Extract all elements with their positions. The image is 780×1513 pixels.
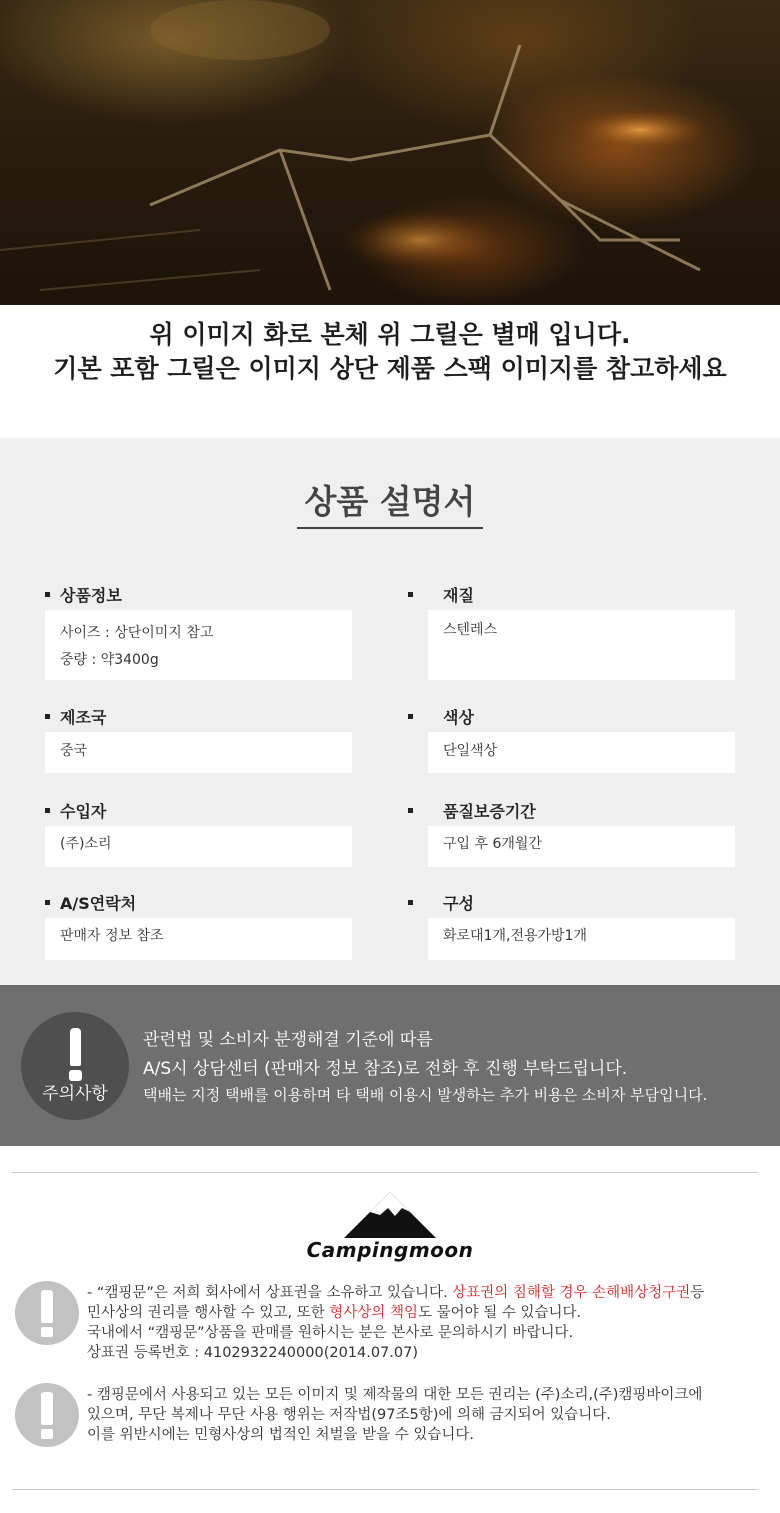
exclamation-bar [41,1392,53,1425]
spec-value-warranty: 구입 후 6개월간 [428,826,735,867]
bullet-icon [408,714,413,719]
exclamation-icon [70,1028,81,1066]
spec-value-origin: 중국 [45,732,352,773]
spec-label-warranty: 품질보증기간 [408,799,536,822]
bullet-icon [408,592,413,597]
spec-label-as-contact: A/S연락처 [45,891,136,914]
caution-line-2: A/S시 상담센터 (판매자 정보 참조)로 전화 후 진행 부탁드립니다. [143,1059,628,1079]
bullet-icon [45,592,50,597]
trademark-notice [87,1283,704,1363]
spec-value-as-contact: 판매자 정보 참조 [45,918,352,960]
campingmoon-mountain-logo-icon [340,1190,440,1240]
caution-badge-label: 주의사항 [42,1084,108,1104]
trademark-line-2: 민사상의 권리를 행사할 수 있고, 또한 형사상의 책임도 물어야 될 수 있습니다. [87,1305,582,1321]
spec-value-importer: (주)소리 [45,826,352,867]
copyright-notice [87,1385,702,1445]
copyright-line-2: 있으며, 무단 복제나 무단 사용 행위는 저작법(97조5항)에 의해 금지되어 있습니다. [87,1407,611,1423]
notice-exclamation-icon [15,1281,79,1345]
caution-line-3: 택배는 지정 택배를 이용하며 타 택배 이용시 발생하는 추가 비용은 소비자 부담입니다. [143,1086,708,1104]
caution-badge [21,1012,129,1120]
spec-value-components: 화로대1개,전용가방1개 [428,918,735,960]
exclamation-dot [41,1327,53,1337]
bullet-icon [408,900,413,905]
spec-label-color: 색상 [408,705,474,728]
spec-value-color: 단일색상 [428,732,735,773]
bullet-icon [408,808,413,813]
divider [12,1172,758,1173]
bullet-icon [45,808,50,813]
spec-label-importer: 수입자 [45,799,106,822]
hero-photo-art [0,0,780,305]
campingmoon-logo-text: Campingmoon [306,1238,474,1262]
spec-label-origin: 제조국 [45,705,106,728]
spec-title: 상품 설명서 [0,476,780,523]
spec-label-material: 재질 [408,583,474,606]
trademark-line-1: - “캠핑문”은 저희 회사에서 상표권을 소유하고 있습니다. 상표권의 침해할 경우 손해배상청구권등 [87,1285,705,1301]
copyright-line-3: 이를 위반시에는 민형사상의 법적인 처벌을 받을 수 있습니다. [87,1427,475,1443]
notice [0,318,780,386]
notice-line-1: 위 이미지 화로 본체 위 그릴은 별매 입니다. [149,320,631,349]
spec-value-product-info: 사이즈 : 상단이미지 참고 중량 : 약3400g [45,610,352,680]
spec-value-material: 스텐레스 [428,610,735,680]
copyright-line-1: - 캠핑문에서 사용되고 있는 모든 이미지 및 제작물의 대한 모든 권리는 (주)소리,(주)캠핑바이크에 [87,1387,703,1403]
trademark-line-3: 국내에서 “캠핑문”상품을 판매를 원하시는 분은 본사로 문의하시기 바랍니다. [87,1325,574,1341]
copyright-exclamation-icon [15,1383,79,1447]
bullet-icon [45,900,50,905]
notice-line-2: 기본 포함 그릴은 이미지 상단 제품 스팩 이미지를 참고하세요 [53,354,727,383]
caution-line-1: 관련법 및 소비자 분쟁해결 기준에 따름 [143,1030,433,1050]
hero-photo [0,0,780,305]
spec-label-components: 구성 [408,891,474,914]
spec-label-product-info: 상품정보 [45,583,122,606]
exclamation-dot [41,1429,53,1439]
exclamation-bar [41,1290,53,1323]
bullet-icon [45,714,50,719]
divider [12,1489,758,1490]
trademark-line-4: 상표권 등록번호 : 4102932240000(2014.07.07) [87,1345,419,1361]
